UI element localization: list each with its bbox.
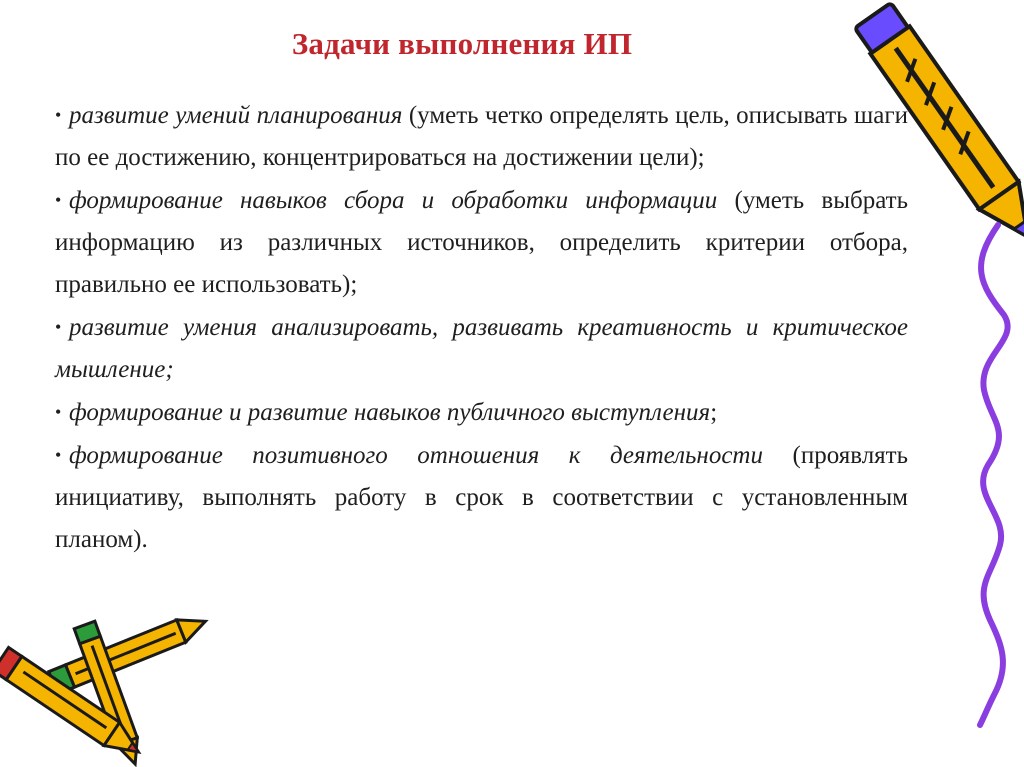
crossed-pencils-icon xyxy=(0,618,210,767)
item-text: (уметь выбрать информацию из различных источников, определить критерии отбора, правильно ее использовать); xyxy=(55,187,908,298)
item-text: (проявлять инициативу, выполнять работу в срок в соответствии с установленным планом). xyxy=(55,442,908,553)
list-item xyxy=(55,94,908,179)
bullet-icon: • xyxy=(55,105,62,125)
pencil-icon xyxy=(850,0,1020,250)
bullet-icon: • xyxy=(55,445,62,465)
list-item xyxy=(55,391,908,434)
item-emphasis: формирование навыков сбора и обработки информации xyxy=(69,187,718,214)
item-emphasis: развитие умения анализировать, развивать креативность и критическое мышление; xyxy=(55,314,908,383)
bullet-icon: • xyxy=(55,402,62,422)
squiggle-line-icon xyxy=(960,225,1024,725)
item-emphasis: развитие умений планирования xyxy=(69,102,403,129)
slide-title: Задачи выполнения ИП xyxy=(291,26,633,61)
bullet-icon: • xyxy=(55,190,62,210)
bullet-icon: • xyxy=(55,317,62,337)
item-emphasis: формирование и развитие навыков публичного выступления xyxy=(69,399,711,426)
item-emphasis: формирование позитивного отношения к деятельности xyxy=(69,442,763,469)
item-text: (уметь четко определять цель, описывать шаги по ее достижению, концентрироваться на достижении цели); xyxy=(55,102,908,171)
task-list xyxy=(55,94,908,561)
list-item xyxy=(55,434,908,561)
list-item xyxy=(55,306,908,391)
list-item xyxy=(55,179,908,306)
item-text: ; xyxy=(710,399,718,426)
